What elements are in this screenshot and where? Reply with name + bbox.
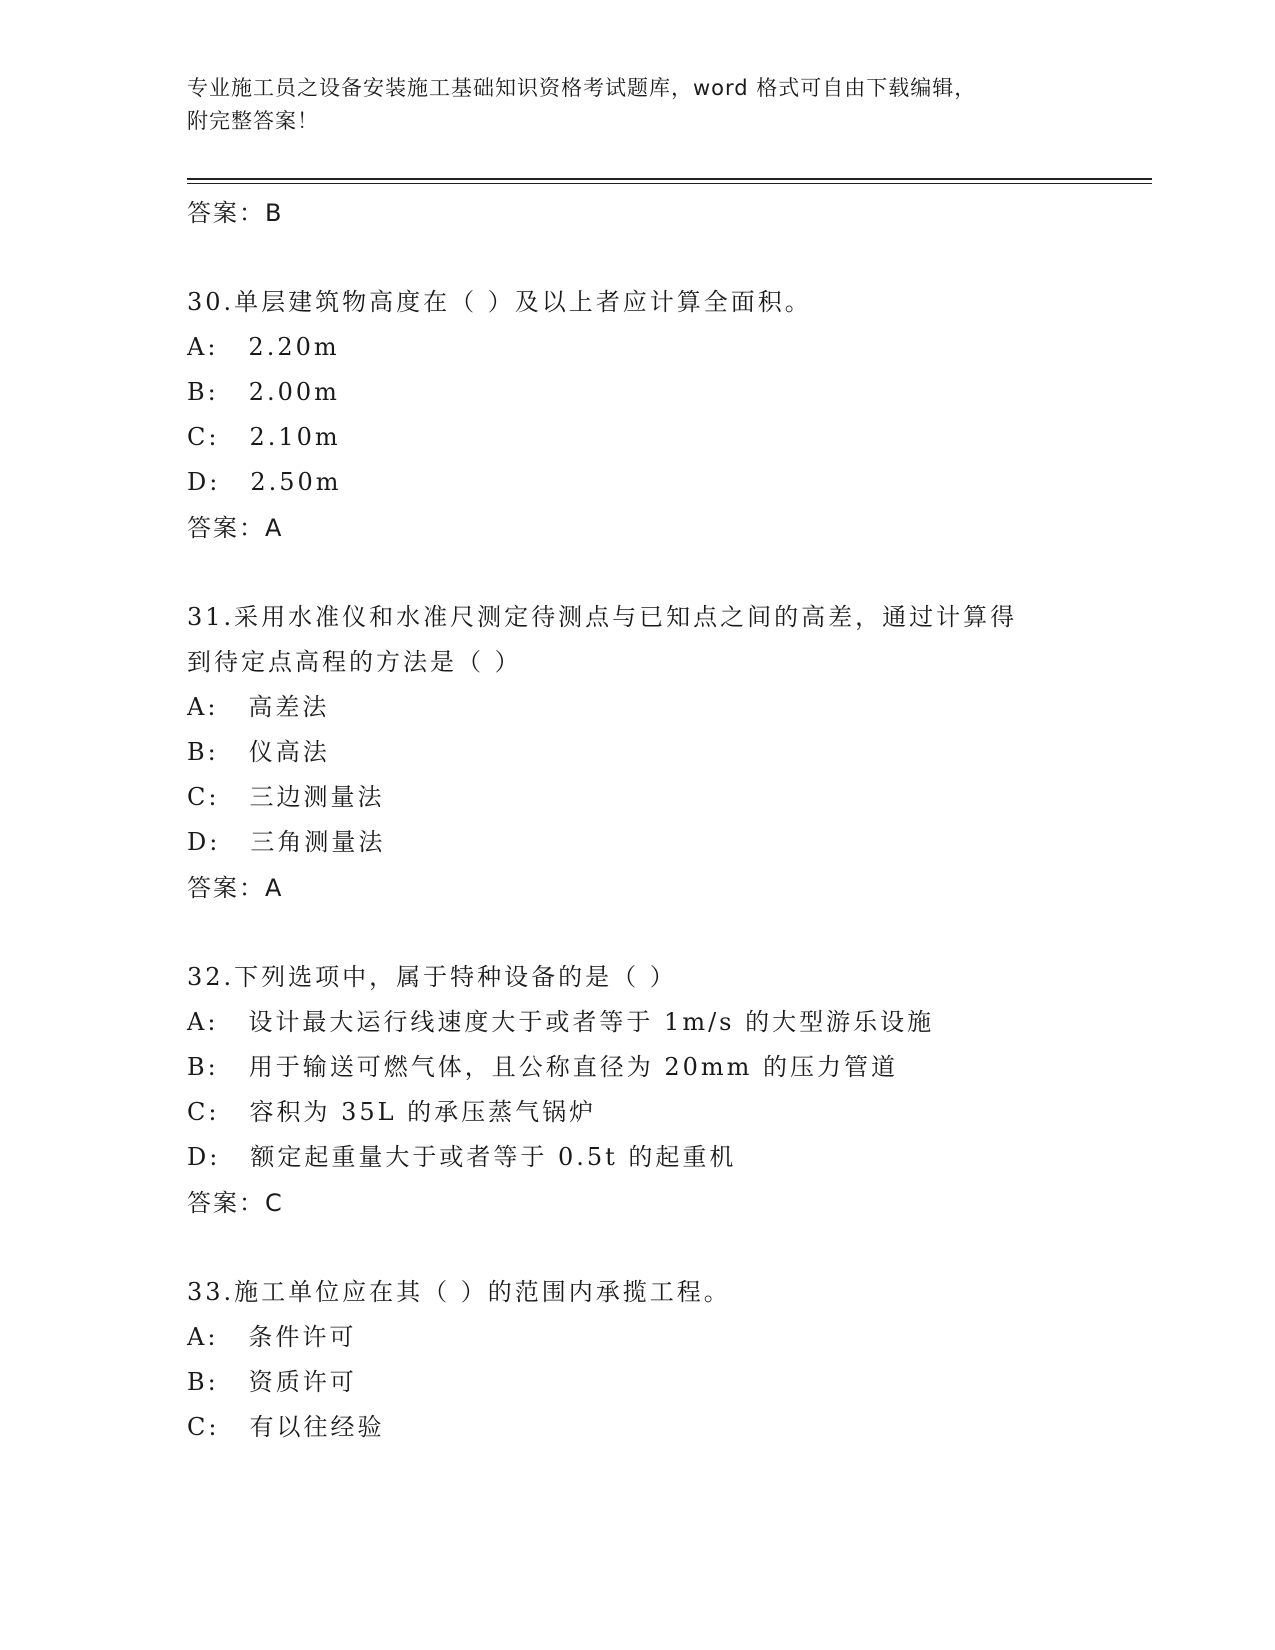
option-letter: D: bbox=[187, 468, 221, 496]
option-letter: C: bbox=[187, 783, 220, 811]
question-stem: 30.单层建筑物高度在（ ）及以上者应计算全面积。 bbox=[187, 288, 812, 316]
option-text: 高差法 bbox=[248, 693, 330, 721]
header-line-1: 专业施工员之设备安装施工基础知识资格考试题库，word 格式可自由下载编辑， bbox=[187, 76, 977, 100]
option-item bbox=[187, 730, 1107, 775]
option-letter: B: bbox=[187, 1053, 219, 1081]
option-text: 有以往经验 bbox=[249, 1413, 385, 1441]
option-item bbox=[187, 325, 1107, 370]
option-item bbox=[187, 1405, 1107, 1450]
option-item bbox=[187, 1045, 1107, 1090]
question-list bbox=[187, 190, 1107, 1450]
option-item bbox=[187, 685, 1107, 730]
option-letter: B: bbox=[187, 1368, 219, 1396]
question-item bbox=[187, 595, 1107, 911]
option-item bbox=[187, 460, 1107, 505]
option-letter: B: bbox=[187, 378, 219, 406]
option-letter: D: bbox=[187, 828, 221, 856]
option-text: 条件许可 bbox=[248, 1323, 357, 1351]
option-text: 仪高法 bbox=[248, 738, 330, 766]
option-letter: A: bbox=[187, 333, 219, 361]
question-stem: 32.下列选项中，属于特种设备的是（ ） bbox=[187, 963, 677, 991]
option-letter: C: bbox=[187, 423, 220, 451]
option-text: 资质许可 bbox=[248, 1368, 357, 1396]
header-divider-thick bbox=[187, 178, 1152, 180]
option-item bbox=[187, 775, 1107, 820]
option-text: 2.20m bbox=[248, 333, 340, 361]
option-letter: A: bbox=[187, 1008, 219, 1036]
header-line-2: 附完整答案！ bbox=[187, 109, 319, 133]
question-stem-line-2: 到待定点高程的方法是（ ） bbox=[187, 648, 522, 676]
option-letter: C: bbox=[187, 1413, 220, 1441]
option-text: 设计最大运行线速度大于或者等于 1m/s 的大型游乐设施 bbox=[248, 1008, 935, 1036]
option-item bbox=[187, 1135, 1107, 1180]
option-text: 用于输送可燃气体，且公称直径为 20mm 的压力管道 bbox=[248, 1053, 899, 1081]
header-divider-thin bbox=[187, 183, 1152, 184]
option-text: 容积为 35L 的承压蒸气锅炉 bbox=[249, 1098, 597, 1126]
option-text: 三边测量法 bbox=[249, 783, 385, 811]
question-stem-line-1: 31.采用水准仪和水准尺测定待测点与已知点之间的高差，通过计算得 bbox=[187, 603, 1018, 631]
question-stem: 33.施工单位应在其（ ）的范围内承揽工程。 bbox=[187, 1278, 731, 1306]
option-item bbox=[187, 1000, 1107, 1045]
option-letter: A: bbox=[187, 693, 219, 721]
option-letter: D: bbox=[187, 1143, 221, 1171]
answer-line: 答案：A bbox=[187, 874, 284, 902]
option-letter: C: bbox=[187, 1098, 220, 1126]
option-item bbox=[187, 370, 1107, 415]
option-text: 额定起重量大于或者等于 0.5t 的起重机 bbox=[250, 1143, 737, 1171]
option-letter: B: bbox=[187, 738, 219, 766]
option-text: 三角测量法 bbox=[250, 828, 386, 856]
question-item bbox=[187, 280, 1107, 551]
document-header bbox=[187, 72, 1107, 138]
answer-line: 答案：C bbox=[187, 1189, 284, 1217]
option-text: 2.10m bbox=[249, 423, 341, 451]
answer-line: 答案：B bbox=[187, 199, 284, 227]
option-text: 2.50m bbox=[250, 468, 342, 496]
option-item bbox=[187, 820, 1107, 865]
answer-line: 答案：A bbox=[187, 514, 284, 542]
option-text: 2.00m bbox=[248, 378, 340, 406]
option-letter: A: bbox=[187, 1323, 219, 1351]
question-item bbox=[187, 955, 1107, 1226]
option-item bbox=[187, 415, 1107, 460]
option-item bbox=[187, 1315, 1107, 1360]
option-item bbox=[187, 1360, 1107, 1405]
option-item bbox=[187, 1090, 1107, 1135]
question-item bbox=[187, 1270, 1107, 1450]
